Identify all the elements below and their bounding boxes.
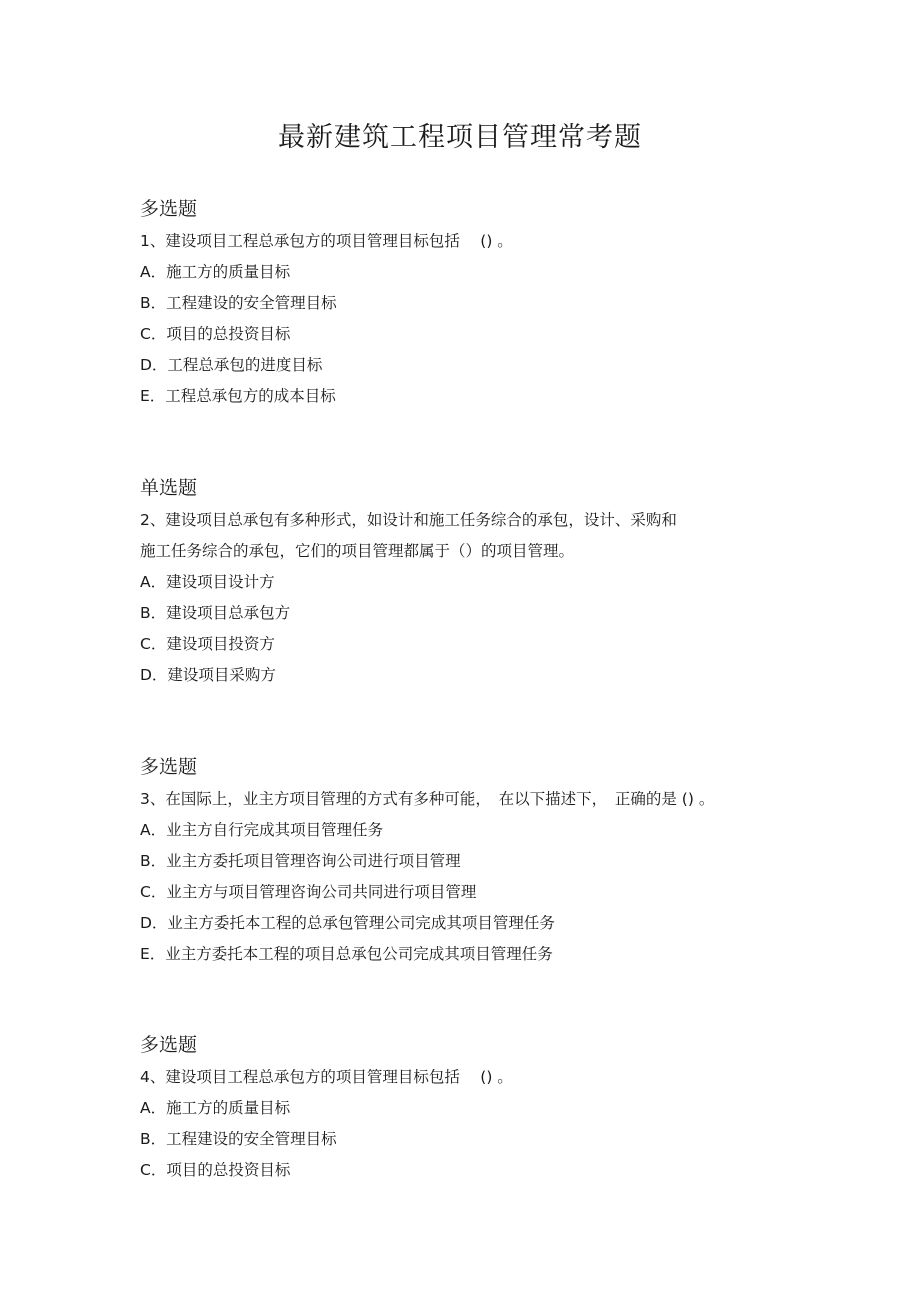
question-type: 多选题	[140, 756, 198, 778]
question-stem: 4、建设项目工程总承包方的项目管理目标包括 () 。	[140, 1068, 513, 1086]
answer-option: A．施工方的质量目标	[140, 1099, 291, 1117]
answer-option: C．项目的总投资目标	[140, 325, 291, 343]
question-block	[140, 1032, 840, 1186]
page-title: 最新建筑工程项目管理常考题	[278, 122, 642, 153]
answer-option: A．业主方自行完成其项目管理任务	[140, 821, 384, 839]
answer-option: D．建设项目采购方	[140, 666, 276, 684]
answer-option: B．建设项目总承包方	[140, 604, 291, 622]
answer-option: E．业主方委托本工程的项目总承包公司完成其项目管理任务	[140, 945, 553, 963]
question-block	[140, 754, 840, 970]
question-stem: 1、建设项目工程总承包方的项目管理目标包括 () 。	[140, 232, 513, 250]
answer-option: B．业主方委托项目管理咨询公司进行项目管理	[140, 852, 461, 870]
answer-option: D．工程总承包的进度目标	[140, 356, 323, 374]
answer-option: B．工程建设的安全管理目标	[140, 1130, 337, 1148]
question-stem: 施工任务综合的承包，它们的项目管理都属于（）的项目管理。	[140, 542, 575, 560]
question-type: 多选题	[140, 198, 198, 220]
answer-option: E．工程总承包方的成本目标	[140, 387, 336, 405]
answer-option: C．建设项目投资方	[140, 635, 275, 653]
answer-option: D．业主方委托本工程的总承包管理公司完成其项目管理任务	[140, 914, 555, 932]
question-stem: 3、在国际上，业主方项目管理的方式有多种可能， 在以下描述下， 正确的是 () 。	[140, 790, 715, 808]
answer-option: A．施工方的质量目标	[140, 263, 291, 281]
question-type: 单选题	[140, 477, 198, 499]
question-block	[140, 475, 840, 691]
answer-option: C．项目的总投资目标	[140, 1161, 291, 1179]
question-block	[140, 196, 840, 412]
answer-option: C．业主方与项目管理咨询公司共同进行项目管理	[140, 883, 477, 901]
answer-option: A．建设项目设计方	[140, 573, 275, 591]
answer-option: B．工程建设的安全管理目标	[140, 294, 337, 312]
question-type: 多选题	[140, 1034, 198, 1056]
question-stem: 2、建设项目总承包有多种形式，如设计和施工任务综合的承包，设计、采购和	[140, 511, 677, 529]
